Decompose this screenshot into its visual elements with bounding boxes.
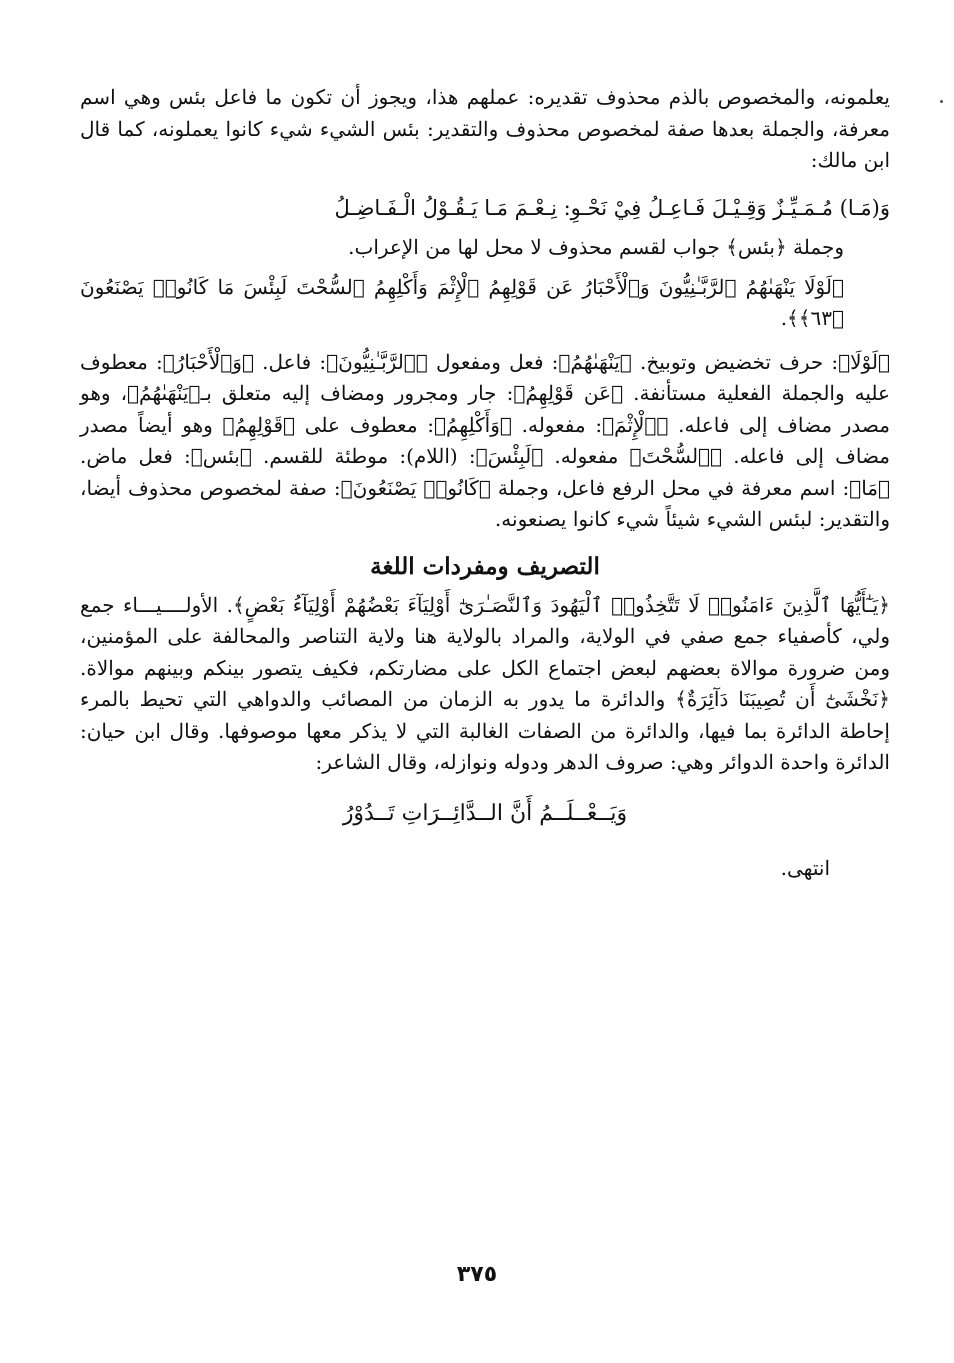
bias-sentence: وجملة ﴿بئس﴾ جواب لقسم محذوف لا محل لها من الإعراب. xyxy=(348,235,844,259)
document-page xyxy=(80,82,890,903)
page-number: ٣٧٥ xyxy=(456,1262,498,1287)
scan-speck xyxy=(940,100,943,103)
quran-ayah: ﴿لَوْلَا يَنْهَىٰهُمُ ٱلرَّبَّـٰنِيُّونَ وَٱلْأَحْبَارُ عَن قَوْلِهِمُ ٱلْإِثْمَ وَأَكْلِهِمُ ٱلسُّحْتَ لَبِئْسَ مَا كَانُوا۟ يَصْنَعُونَ ﴿٦٣﴾﴾. xyxy=(80,274,844,330)
ending-word: انتهى. xyxy=(780,855,830,880)
poem-line: وَيَــعْــلَــمُ أَنَّ الــدَّائِــرَاتِ تَــدُوْرُ xyxy=(342,800,628,826)
section-heading: التصريف ومفردات اللغة xyxy=(370,552,600,580)
spacer xyxy=(80,264,890,272)
alfiyya-verse: وَ(مَـا) مُـمَـيِّـزٌ وَقِـيْـلَ فَـاعِـلُ فِيْ نَحْـوِ: نِـعْـمَ مَـا يَـقُـوْلُ الْـفَـاضِـلُ xyxy=(334,195,890,220)
irab-paragraph: ﴿لَوْلَا﴾: حرف تخضيض وتوبيخ. ﴿يَنْهَىٰهُمُ﴾: فعل ومفعول ﴿ٱلرَّبَّـٰنِيُّونَ﴾: فاعل. ﴿وَٱلْأَحْبَارُ﴾: معطوف عليه والجملة الفعلية مستأنفة. ﴿عَن قَوْلِهِمُ﴾: جار ومجرور ومضاف إليه متعلق بـ﴿يَنْهَىٰهُمُ﴾، وهو مصدر مضاف إلى فاعله. ﴿ٱلْإِثْمَ﴾: مفعوله. ﴿وَأَكْلِهِمُ﴾: معطوف على ﴿قَوْلِهِمُ﴾ وهو أيضاً مصدر مضاف إلى فاعله. ﴿ٱلسُّحْتَ﴾ مفعوله. ﴿لَبِئْسَ﴾: (اللام): موطئة للقسم. ﴿بئس﴾: فعل ماض. ﴿مَا﴾: اسم معرفة في محل الرفع فاعل، وجملة ﴿كَانُوا۟ يَصْنَعُونَ﴾: صفة لمخصوص محذوف أيضا، والتقدير: لبئس الشيء شيئاً شيء كانوا يصنعونه. xyxy=(80,349,890,531)
spacer xyxy=(80,335,890,347)
tasrif-paragraph: ﴿يَـٰٓأَيُّهَا ٱلَّذِينَ ءَامَنُوا۟ لَا تَتَّخِذُوا۟ ٱلْيَهُودَ وَٱلنَّصَـٰرَىٰٓ أَوْلِيَآءَ بَعْضُهُمْ أَوْلِيَآءُ بَعْضٍ﴾. الأولــــيـــاء جمع ولي، كأصفياء جمع صفي في الولاية، والمراد بالولاية هنا ولاية التناصر والمحالفة على المؤمنين، ومن ضرورة موالاة بعضهم لبعض اجتماع الكل على مضارتكم، فكيف يتصور بينكم وبينهم موالاة. ﴿نَخْشَىٰٓ أَن تُصِيبَنَا دَآئِرَةٌ﴾ والدائرة ما يدور به الزمان من المصائب والدواهي التي تحيط بالمرء إحاطة الدائرة بما فيها، والدائرة من الصفات الغالبة التي لا يذكر معها موصوفها. وقال ابن حيان: الدائرة واحدة الدوائر وهي: صروف الدهر ودوله ونوازله، وقال الشاعر: xyxy=(80,592,890,774)
intro-paragraph: يعلمونه، والمخصوص بالذم محذوف تقديره: عملهم هذا، ويجوز أن تكون ما فاعل بئس وهي اسم معرفة، والجملة بعدها صفة لمخصوص محذوف والتقدير: بئس الشيء شيء كانوا يعملونه، كما قال ابن مالك: xyxy=(80,85,890,172)
spacer xyxy=(80,224,890,232)
